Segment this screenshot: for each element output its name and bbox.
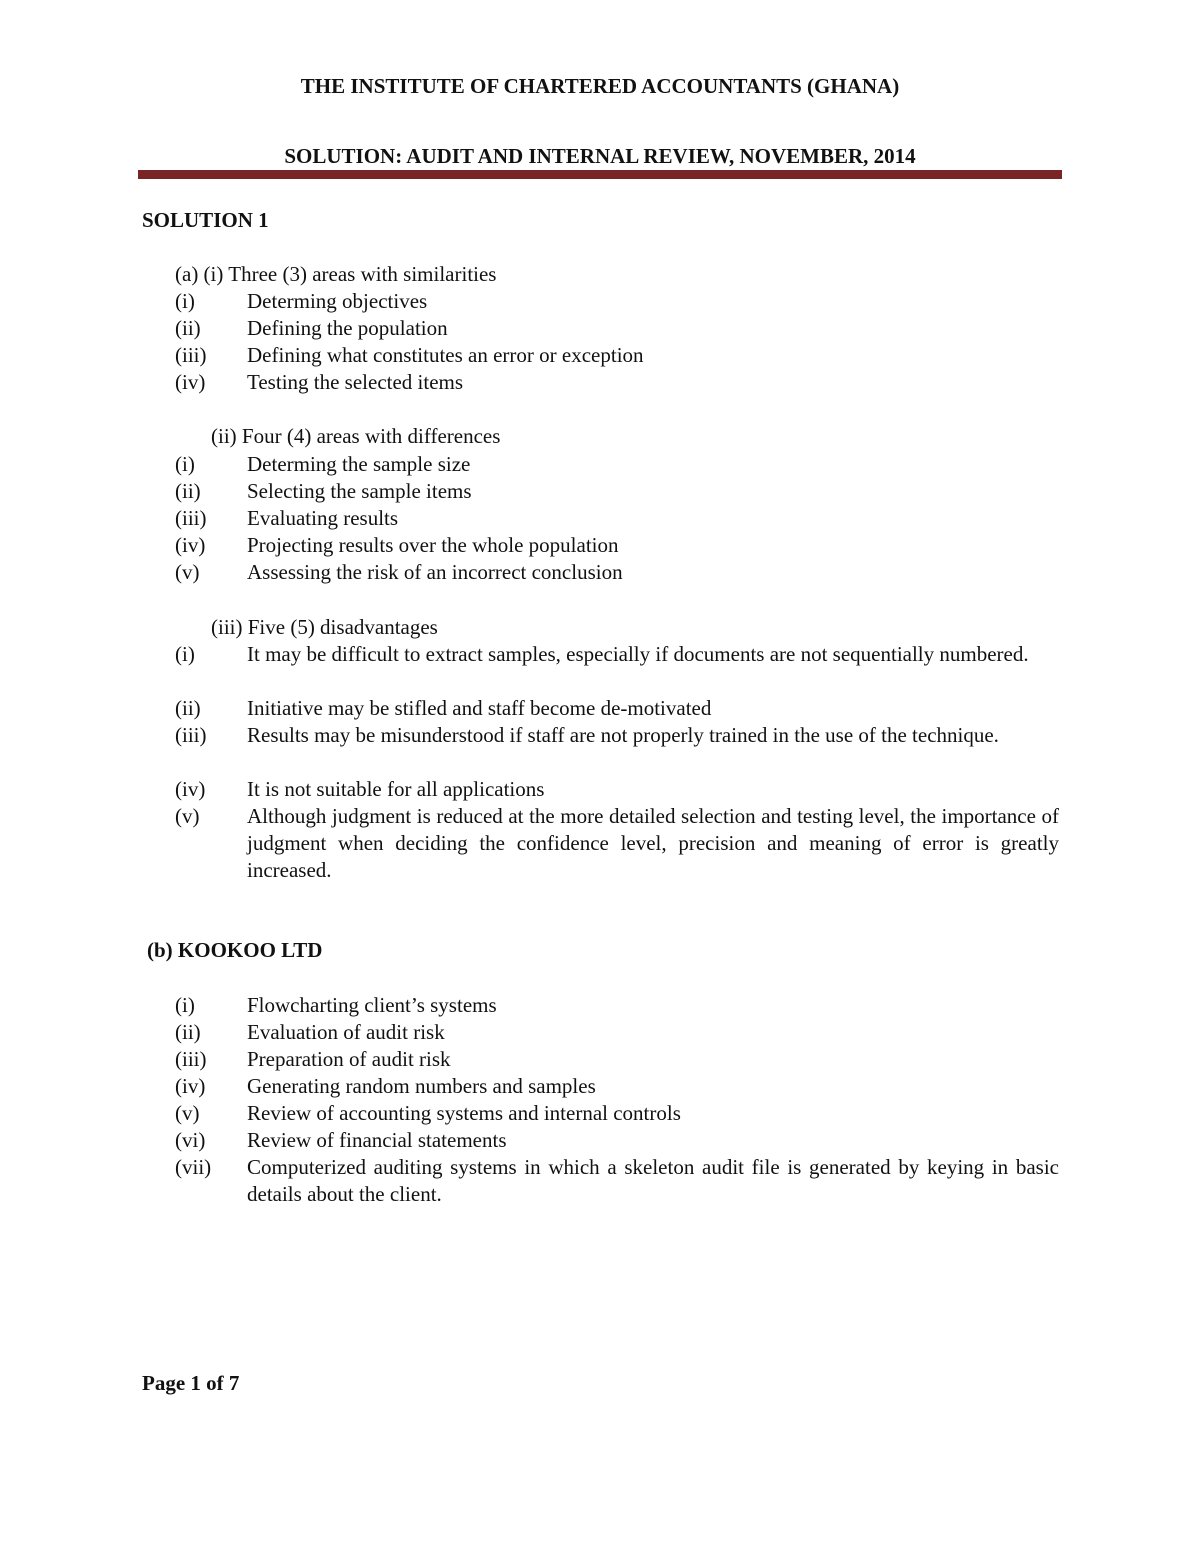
part-b-item-num: (iii): [175, 1047, 207, 1071]
part-a-intro: (a) (i) Three (3) areas with similarities: [175, 262, 497, 286]
document-subtitle: SOLUTION: AUDIT AND INTERNAL REVIEW, NOVEMBER, 2014: [284, 144, 916, 168]
part-b-item-num: (ii): [175, 1020, 201, 1044]
disadvantage-num: (iii): [175, 723, 207, 747]
difference-text: Evaluating results: [247, 506, 399, 530]
difference-num: (iii): [175, 506, 207, 530]
solution-heading: SOLUTION 1: [142, 208, 269, 232]
header-rule: [138, 170, 1062, 179]
disadvantage-num: (ii): [175, 696, 201, 720]
difference-num: (iv): [175, 533, 206, 557]
disadvantages-heading: (iii) Five (5) disadvantages: [211, 615, 438, 639]
disadvantage-num: (i): [175, 642, 195, 666]
part-b-item-num: (v): [175, 1101, 200, 1125]
part-b-item-text: Generating random numbers and samples: [247, 1074, 596, 1098]
part-b-item-text: Preparation of audit risk: [247, 1047, 451, 1071]
part-b-item-num: (vii): [175, 1155, 212, 1179]
difference-text: Determing the sample size: [247, 452, 471, 476]
part-b-item-text: Review of financial statements: [247, 1128, 507, 1152]
difference-num: (i): [175, 452, 195, 476]
difference-text: Projecting results over the whole population: [247, 533, 619, 557]
similarity-text: Defining what constitutes an error or exception: [247, 343, 644, 367]
part-b-item-text: Flowcharting client’s systems: [247, 993, 497, 1017]
difference-num: (v): [175, 560, 200, 584]
disadvantage-text: It may be difficult to extract samples, especially if documents are not sequentially numbered.: [247, 642, 1029, 666]
part-b-item-text: Computerized auditing systems in which a skeleton audit file is generated by keying in basic details about the client.: [247, 1155, 1059, 1206]
part-b-item-text: Evaluation of audit risk: [247, 1020, 445, 1044]
part-b-item-num: (i): [175, 993, 195, 1017]
institute-title: THE INSTITUTE OF CHARTERED ACCOUNTANTS (GHANA): [300, 74, 900, 98]
difference-text: Assessing the risk of an incorrect conclusion: [247, 560, 623, 584]
similarity-text: Defining the population: [247, 316, 448, 340]
similarity-num: (i): [175, 289, 195, 313]
similarity-num: (ii): [175, 316, 201, 340]
part-b-heading: (b) KOOKOO LTD: [147, 938, 323, 962]
differences-heading: (ii) Four (4) areas with differences: [211, 424, 501, 448]
similarity-text: Testing the selected items: [247, 370, 464, 394]
disadvantage-num: (v): [175, 804, 200, 828]
disadvantage-text: It is not suitable for all applications: [247, 777, 545, 801]
page-number: Page 1 of 7: [142, 1371, 240, 1395]
disadvantage-num: (iv): [175, 777, 206, 801]
disadvantage-text: Results may be misunderstood if staff are not properly trained in the use of the technique.: [247, 723, 999, 747]
part-b-item-text: Review of accounting systems and internal controls: [247, 1101, 681, 1125]
disadvantage-text: Initiative may be stifled and staff become de-motivated: [247, 696, 712, 720]
disadvantage-text: Although judgment is reduced at the more detailed selection and testing level, the importance of judgment when deciding the confidence level, precision and meaning of error is greatly increased.: [247, 804, 1059, 882]
similarity-num: (iii): [175, 343, 207, 367]
difference-text: Selecting the sample items: [247, 479, 472, 503]
difference-num: (ii): [175, 479, 201, 503]
similarity-text: Determing objectives: [247, 289, 428, 313]
part-b-item-num: (iv): [175, 1074, 206, 1098]
part-b-item-num: (vi): [175, 1128, 206, 1152]
similarity-num: (iv): [175, 370, 206, 394]
